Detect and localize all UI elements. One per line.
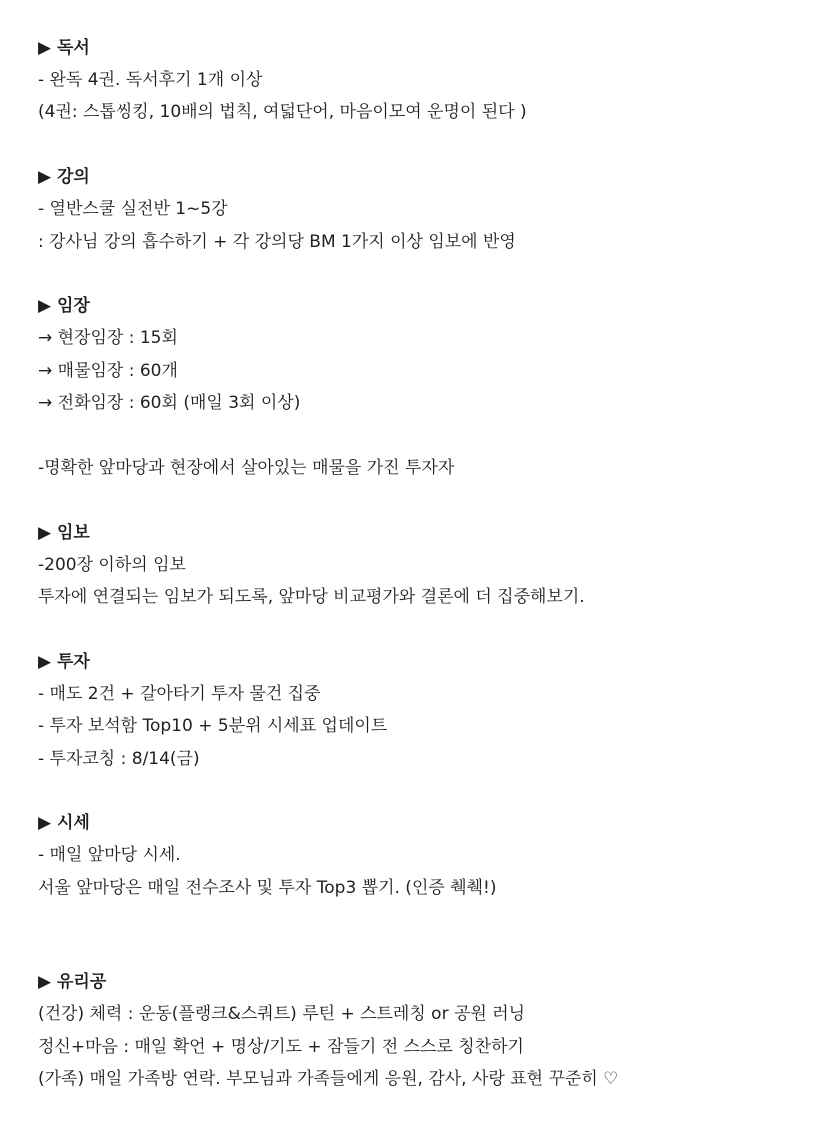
text-line: - 열반스쿨 실전반 1~5강 [38, 199, 228, 220]
section-glass-ball [38, 966, 827, 1095]
section-lecture [38, 161, 827, 258]
text-line: → 전화임장 : 60회 (매일 3회 이상) [38, 393, 301, 414]
spacer [38, 613, 827, 645]
text-line: 정신+마음 : 매일 확언 + 명상/기도 + 잠들기 전 스스로 칭찬하기 [38, 1036, 524, 1057]
text-line: 투자에 연결되는 임보가 되도록, 앞마당 비교평가와 결론에 더 집중해보기. [38, 587, 585, 608]
section-heading-lecture: ▶ 강의 [38, 167, 90, 188]
section-site-visit [38, 290, 827, 484]
section-heading-report: ▶ 임보 [38, 522, 90, 543]
spacer [38, 484, 827, 516]
text-line: 서울 앞마당은 매일 전수조사 및 투자 Top3 뽑기. (인증 췍췍!) [38, 877, 497, 898]
spacer [38, 258, 827, 290]
text-line: → 매물임장 : 60개 [38, 360, 178, 381]
section-investment [38, 646, 827, 775]
spacer [38, 775, 827, 807]
section-reading [38, 32, 827, 129]
section-heading-site-visit: ▶ 임장 [38, 296, 90, 317]
section-heading-market-price: ▶ 시세 [38, 813, 90, 834]
section-report [38, 517, 827, 614]
text-line: (건강) 체력 : 운동(플랭크&스쿼트) 루틴 + 스트레칭 or 공원 러닝 [38, 1004, 526, 1025]
text-line: : 강사님 강의 흡수하기 + 각 강의당 BM 1가지 이상 임보에 반영 [38, 231, 516, 252]
text-line: (4권: 스톱씽킹, 10배의 법칙, 여덟단어, 마음이모여 운명이 된다 ) [38, 102, 527, 123]
text-line: -200장 이하의 임보 [38, 554, 186, 575]
text-line-note: -명확한 앞마당과 현장에서 살아있는 매물을 가진 투자자 [38, 457, 455, 478]
spacer [38, 420, 827, 452]
text-line: - 완독 4권. 독서후기 1개 이상 [38, 70, 263, 90]
text-line: - 매일 앞마당 시세. [38, 845, 181, 866]
spacer [38, 904, 827, 966]
section-heading-glass-ball: ▶ 유리공 [38, 972, 107, 993]
text-line: → 현장임장 : 15회 [38, 328, 178, 349]
text-line: (가족) 매일 가족방 연락. 부모님과 가족들에게 응원, 감사, 사랑 표현 꾸준히 ♡ [38, 1068, 619, 1089]
section-market-price [38, 807, 827, 904]
section-heading-reading: ▶ 독서 [38, 38, 90, 58]
text-line: - 투자코칭 : 8/14(금) [38, 748, 200, 769]
section-heading-investment: ▶ 투자 [38, 651, 90, 672]
spacer [38, 129, 827, 161]
text-line: - 매도 2건 + 갈아타기 투자 물건 집중 [38, 683, 321, 704]
text-line: - 투자 보석함 Top10 + 5분위 시세표 업데이트 [38, 716, 388, 737]
